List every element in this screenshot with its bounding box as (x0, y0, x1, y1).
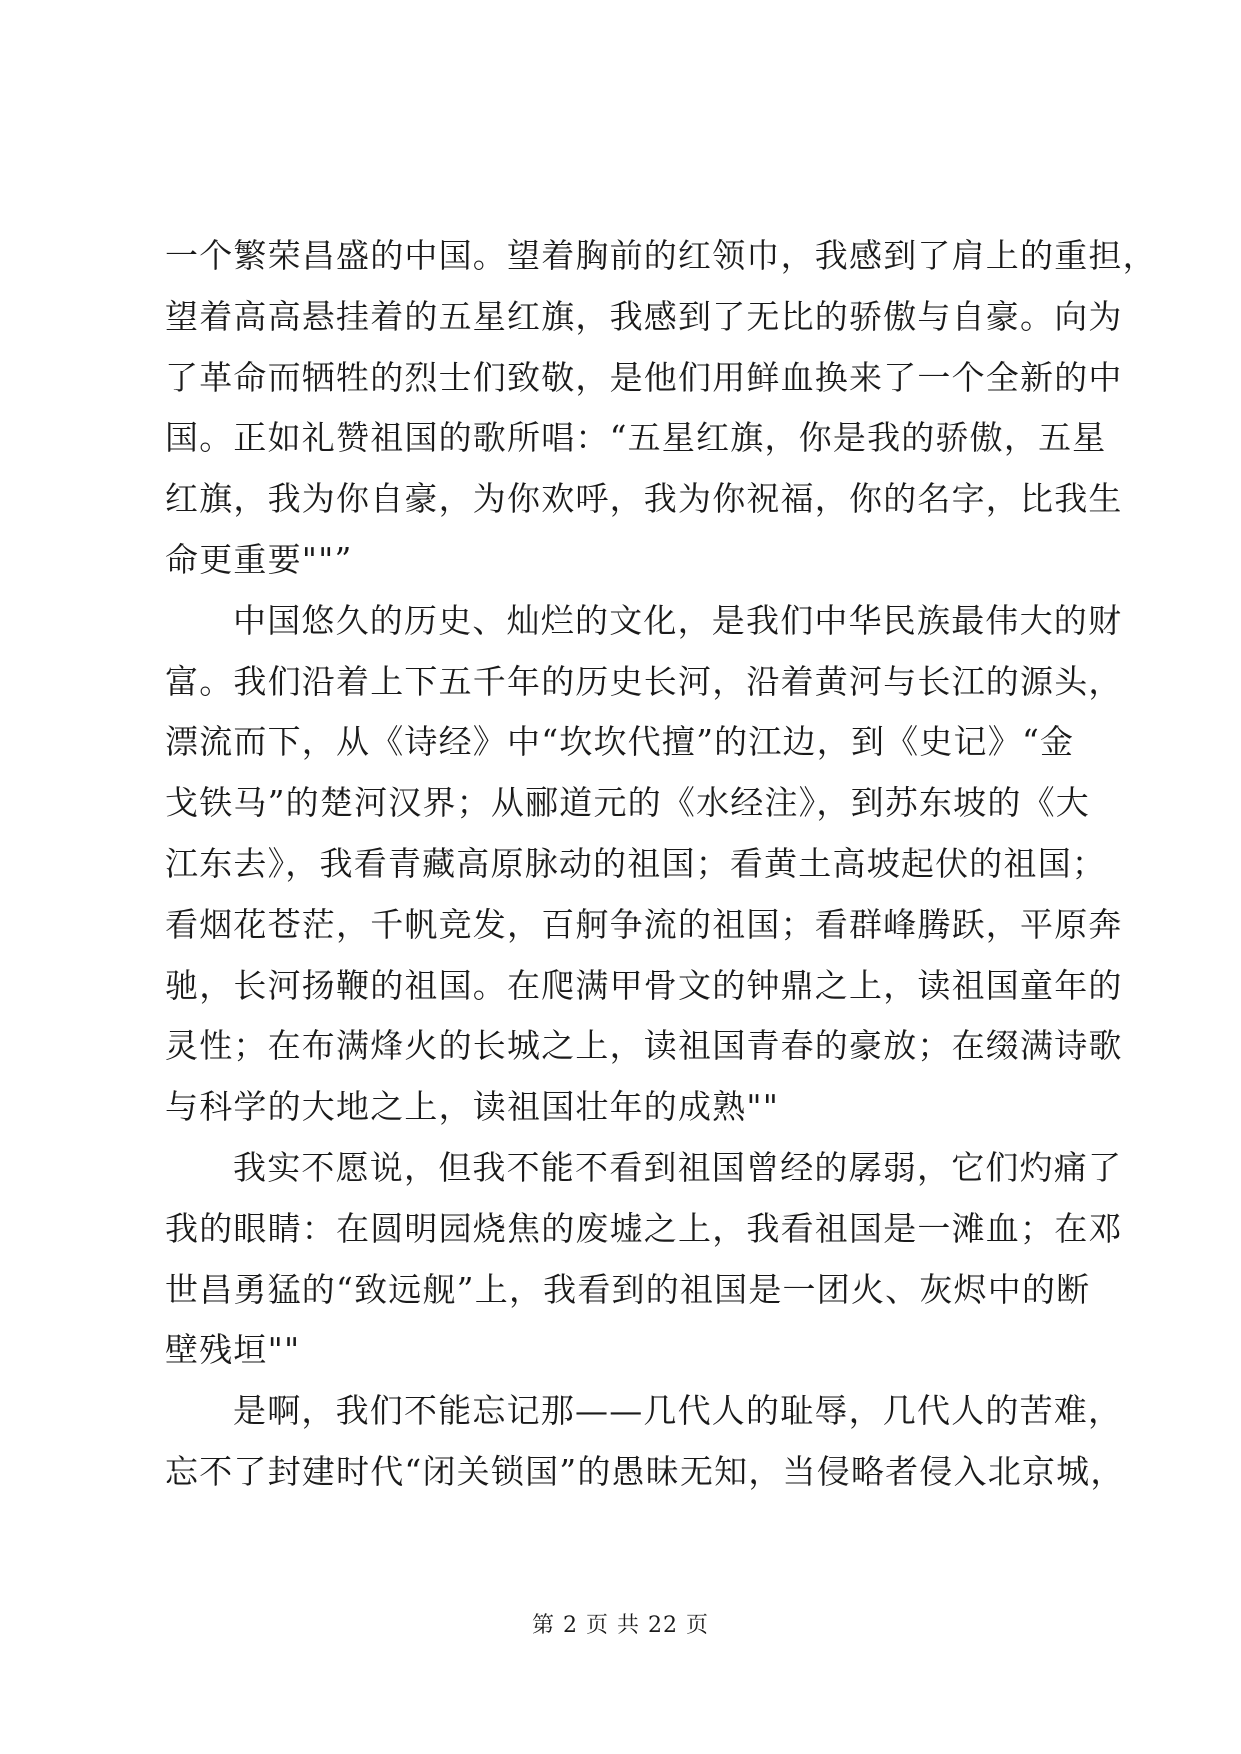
text-line: 我的眼睛：在圆明园烧焦的废墟之上，我看祖国是一滩血；在邓 (165, 1208, 1123, 1248)
text-line: 驰，长河扬鞭的祖国。在爬满甲骨文的钟鼎之上，读祖国童年的 (165, 965, 1123, 1005)
body-text (165, 226, 1157, 1503)
paragraph-start-line: 是啊，我们不能忘记那——几代人的耻辱，几代人的苦难， (233, 1391, 1123, 1431)
text-line: 与科学的大地之上，读祖国壮年的成熟"" (165, 1087, 780, 1127)
text-line: 灵性；在布满烽火的长城之上，读祖国青春的豪放；在缀满诗歌 (165, 1026, 1123, 1066)
text-line: 壁残垣"" (165, 1330, 301, 1370)
text-line: 戈铁马”的楚河汉界；从郦道元的《水经注》，到苏东坡的《大 (165, 783, 1090, 823)
text-line: 忘不了封建时代“闭关锁国”的愚昧无知，当侵略者侵入北京城， (165, 1451, 1125, 1491)
paragraph-start-line: 中国悠久的历史、灿烂的文化，是我们中华民族最伟大的财 (233, 600, 1123, 640)
page-footer: 第 2 页 共 22 页 (532, 1613, 709, 1638)
text-line: 命更重要""” (165, 539, 353, 579)
text-line: 世昌勇猛的“致远舰”上，我看到的祖国是一团火、灰烬中的断 (165, 1269, 1091, 1309)
paragraph-start-line: 我实不愿说，但我不能不看到祖国曾经的孱弱，它们灼痛了 (233, 1147, 1123, 1187)
text-line: 江东去》，我看青藏高原脉动的祖国；看黄土高坡起伏的祖国； (165, 843, 1107, 883)
text-line: 望着高高悬挂着的五星红旗，我感到了无比的骄傲与自豪。向为 (165, 296, 1123, 336)
text-line: 漂流而下，从《诗经》中“坎坎代擅”的江边，到《史记》“金 (165, 722, 1075, 762)
text-line: 看烟花苍茫，千帆竞发，百舸争流的祖国；看群峰腾跃，平原奔 (165, 904, 1123, 944)
text-line: 了革命而牺牲的烈士们致敬，是他们用鲜血换来了一个全新的中 (165, 357, 1123, 397)
text-line: 红旗，我为你自豪，为你欢呼，我为你祝福，你的名字，比我生 (165, 479, 1123, 519)
text-line: 富。我们沿着上下五千年的历史长河，沿着黄河与长江的源头， (165, 661, 1123, 701)
text-line: 国。正如礼赞祖国的歌所唱：“五星红旗，你是我的骄傲，五星 (165, 418, 1107, 458)
text-line: 一个繁荣昌盛的中国。望着胸前的红领巾，我感到了肩上的重担， (165, 236, 1157, 275)
